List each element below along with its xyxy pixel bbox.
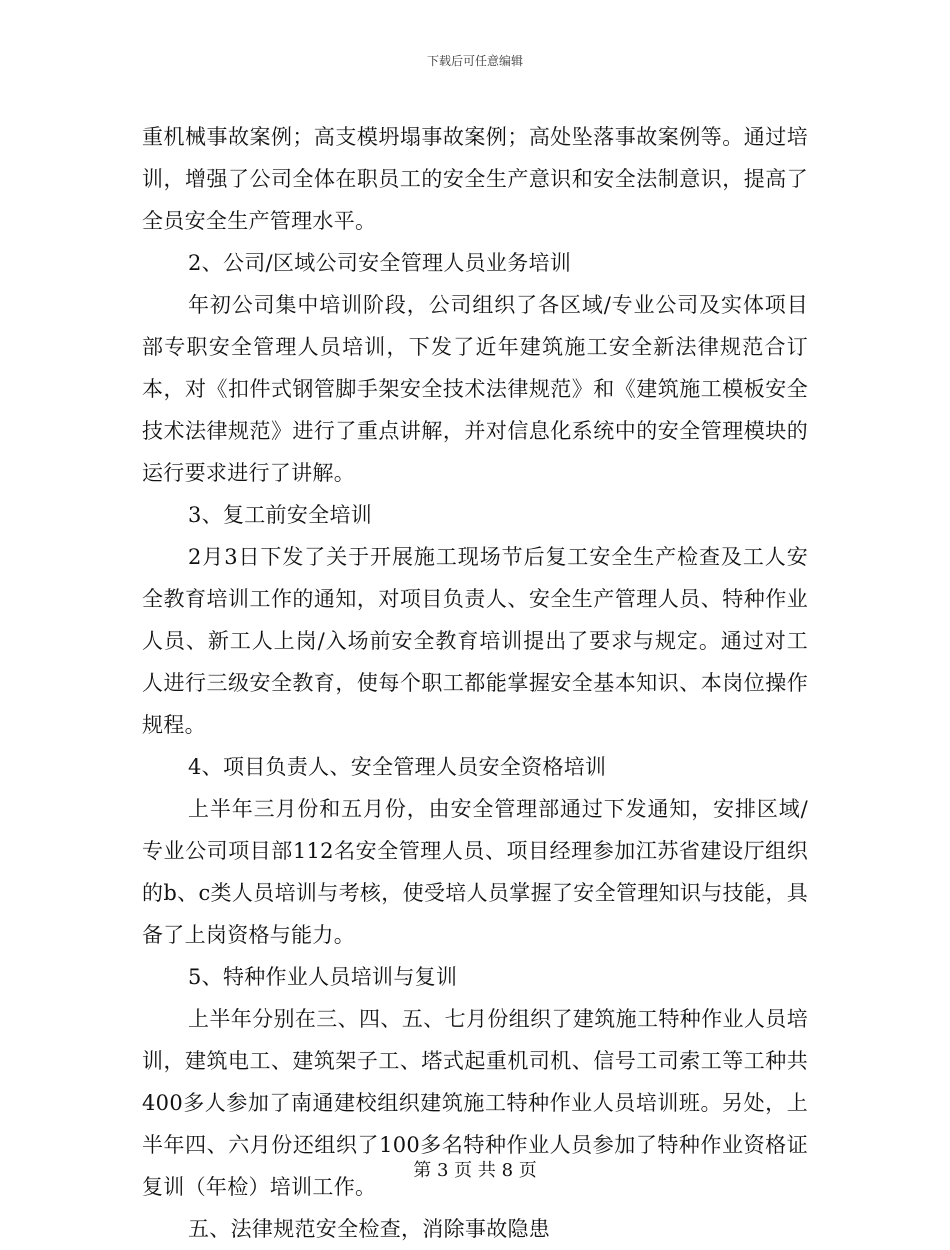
paragraph: 上半年三月份和五月份，由安全管理部通过下发通知，安排区域/专业公司项目部112名安全管理人员、项目经理参加江苏省建设厅组织的b、c类人员培训与考核，使受培人员掌握了安全管理知识与技能，具备了上岗资格与能力。 xyxy=(142,797,808,947)
paragraph: 2月3日下发了关于开展施工现场节后复工安全生产检查及工人安全教育培训工作的通知，对项目负责人、安全生产管理人员、特种作业人员、新工人上岗/入场前安全教育培训提出了要求与规定。通过对工人进行三级安全教育，使每个职工都能掌握安全基本知识、本岗位操作规程。 xyxy=(142,545,808,737)
section-heading: 2、公司/区域公司安全管理人员业务培训 xyxy=(188,251,572,275)
paragraph: 年初公司集中培训阶段，公司组织了各区域/专业公司及实体项目部专职安全管理人员培训，下发了近年建筑施工安全新法律规范合订本，对《扣件式钢管脚手架安全技术法律规范》和《建筑施工模板安全技术法律规范》进行了重点讲解，并对信息化系统中的安全管理模块的运行要求进行了讲解。 xyxy=(142,293,808,485)
paragraph: 上半年分别在三、四、五、七月份组织了建筑施工特种作业人员培训，建筑电工、建筑架子工、塔式起重机司机、信号工司索工等工种共400多人参加了南通建校组织建筑施工特种作业人员培训班。另处，上半年四、六月份还组织了100多名特种作业人员参加了特种作业资格证复训（年检）培训工作。 xyxy=(142,1007,808,1199)
section-heading: 3、复工前安全培训 xyxy=(188,503,373,527)
paragraph: 重机械事故案例；高支模坍塌事故案例；高处坠落事故案例等。通过培训，增强了公司全体在职员工的安全生产意识和安全法制意识，提高了全员安全生产管理水平。 xyxy=(142,125,808,233)
page-footer xyxy=(0,1156,950,1182)
page-number: 第 3 页 共 8 页 xyxy=(413,1160,537,1181)
page-header xyxy=(0,52,950,69)
section-heading: 4、项目负责人、安全管理人员安全资格培训 xyxy=(188,755,607,779)
section-heading: 五、法律规范安全检查，消除事故隐患 xyxy=(188,1217,551,1241)
header-text: 下载后可任意编辑 xyxy=(426,54,523,68)
section-heading: 5、特种作业人员培训与复训 xyxy=(188,965,458,989)
document-body xyxy=(142,116,808,1250)
